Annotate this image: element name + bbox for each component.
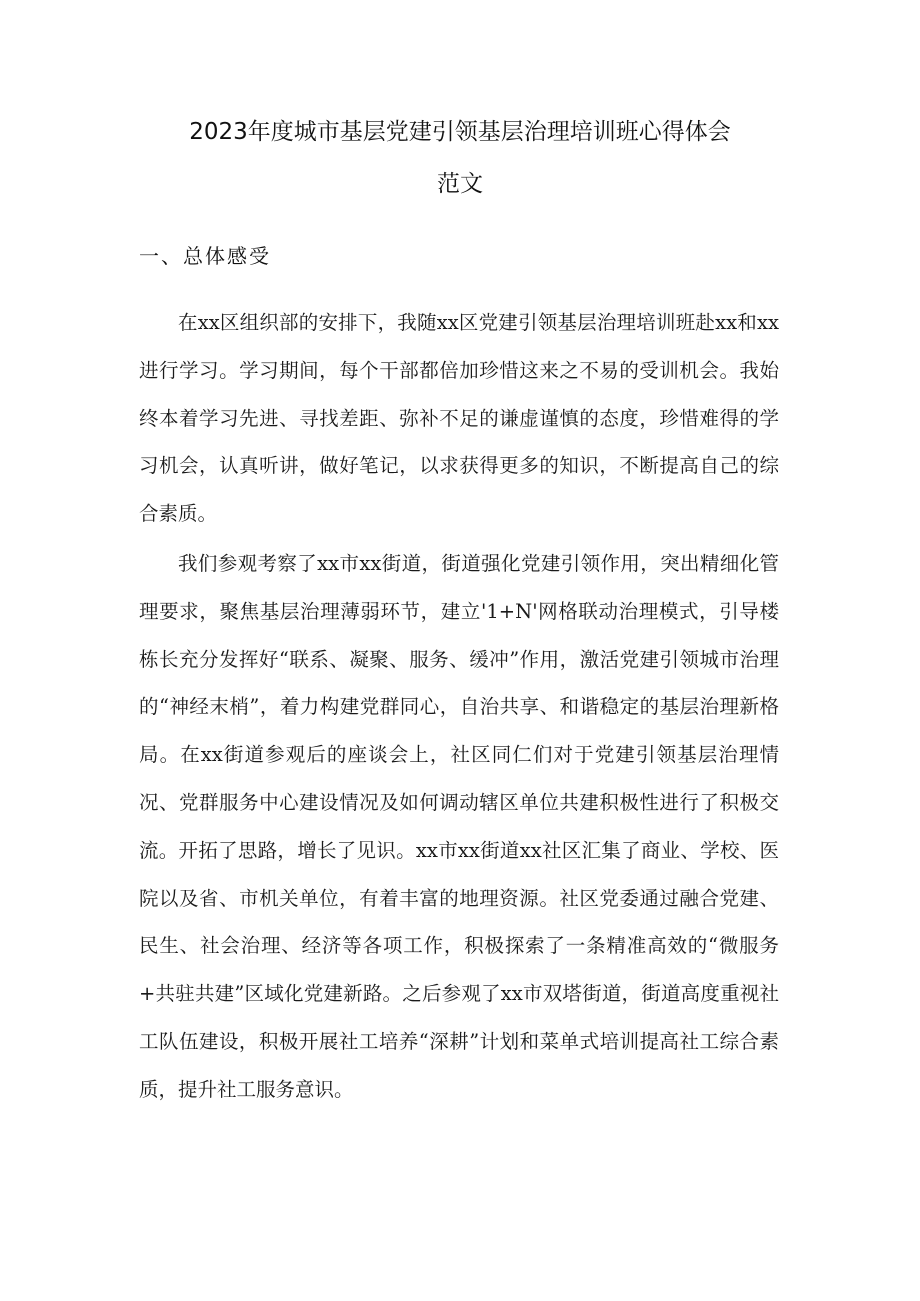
body-paragraph-1: 在xx区组织部的安排下，我随xx区党建引领基层治理培训班赴xx和xx进行学习。学习期间，每个干部都倍加珍惜这来之不易的受训机会。我始终本着学习先进、寻找差距、弥补不足的谦虚谨慎的态度，珍惜难得的学习机会，认真听讲，做好笔记，以求获得更多的知识，不断提高自己的综合素质。 — [139, 311, 779, 526]
section-heading: 一、总体感受 — [139, 244, 271, 268]
document-title-line2: 范文 — [437, 171, 483, 197]
document-title-line1: 2023年度城市基层党建引领基层治理培训班心得体会 — [189, 119, 731, 145]
body-paragraph-2: 我们参观考察了xx市xx街道，街道强化党建引领作用，突出精细化管理要求，聚焦基层治理薄弱环节，建立'1+N'网格联动治理模式，引导楼栋长充分发挥好“联系、凝聚、服务、缓冲”作用，激活党建引领城市治理的“神经末梢”，着力构建党群同心，自治共享、和谐稳定的基层治理新格局。在xx街道参观后的座谈会上，社区同仁们对于党建引领基层治理情况、党群服务中心建设情况及如何调动辖区单位共建积极性进行了积极交流。开拓了思路，增长了见识。xx市xx街道xx社区汇集了商业、学校、医院以及省、市机关单位，有着丰富的地理资源。社区党委通过融合党建、民生、社会治理、经济等各项工作，积极探索了一条精准高效的“微服务+共驻共建”区域化党建新路。之后参观了xx市双塔街道，街道高度重视社工队伍建设，积极开展社工培养“深耕”计划和菜单式培训提高社工综合素质，提升社工服务意识。 — [139, 552, 779, 1101]
